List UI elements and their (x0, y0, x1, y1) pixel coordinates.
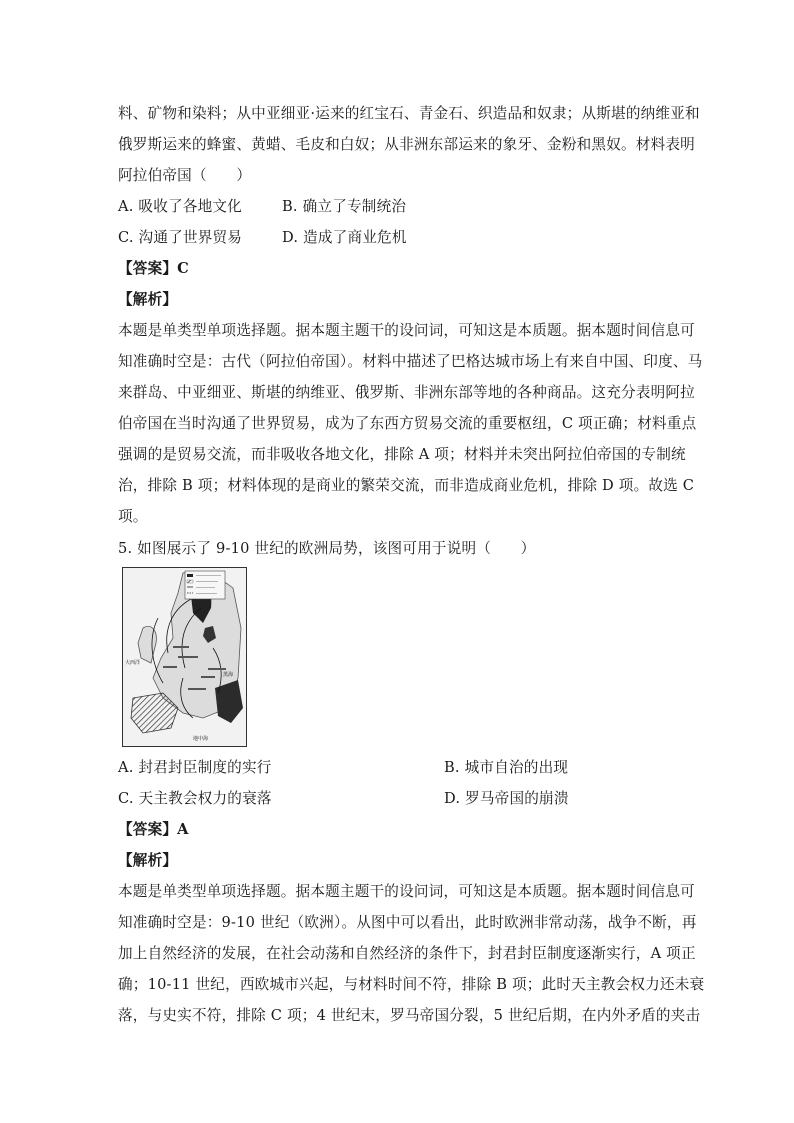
q5-analysis-heading: 【解析】 (118, 852, 178, 869)
map-label-black-sea: 黑海 (223, 672, 234, 678)
q4-analysis-line-4: 伯帝国在当时沟通了世界贸易，成为了东西方贸易交流的重要枢纽，C 项正确；材料重点 (118, 415, 697, 432)
map-label-ocean: 大西洋 (125, 660, 141, 666)
q4-analysis-line-2: 知准确时空是：古代（阿拉伯帝国）。材料中描述了巴格达城市场上有来自中国、印度、马 (118, 353, 703, 370)
q4-stem-line-2: 俄罗斯运来的蜂蜜、黄蜡、毛皮和白奴；从非洲东部运来的象牙、金粉和黑奴。材料表明 (118, 136, 695, 153)
q5-analysis-line-5: 落，与史实不符，排除 C 项；4 世纪末，罗马帝国分裂，5 世纪后期，在内外矛盾的夹击 (118, 1007, 701, 1024)
q4-stem-line-3: 阿拉伯帝国（ ） (118, 167, 252, 184)
q4-analysis-line-7: 项。 (118, 508, 148, 525)
q5-option-b: B. 城市自治的出现 (444, 759, 569, 776)
q4-option-a: A. 吸收了各地文化 (118, 198, 242, 215)
q4-option-d: D. 造成了商业危机 (282, 229, 407, 246)
q4-analysis-heading: 【解析】 (118, 291, 178, 308)
europe-map-figure (122, 567, 247, 747)
q4-analysis-line-5: 强调的是贸易交流，而非吸收各地文化，排除 A 项；材料并未突出阿拉伯帝国的专制统 (118, 446, 686, 463)
q5-analysis-line-1: 本题是单类型单项选择题。据本题主题干的设问词，可知这是本质题。据本题时间信息可 (118, 883, 695, 900)
q4-answer: 【答案】C (118, 260, 189, 277)
q5-stem: 5. 如图展示了 9-10 世纪的欧洲局势，该图可用于说明（ ） (118, 540, 536, 557)
q5-analysis-line-3: 加上自然经济的发展，在社会动荡和自然经济的条件下，封君封臣制度逐渐实行，A 项正 (118, 945, 696, 962)
map-label-sea: 地中海 (193, 736, 209, 742)
q5-answer: 【答案】A (118, 821, 189, 838)
q4-analysis-line-6: 治，排除 B 项；材料体现的是商业的繁荣交流，而非造成商业危机，排除 D 项。故选 C (118, 477, 695, 494)
q4-analysis-line-3: 来群岛、中亚细亚、斯堪的纳维亚、俄罗斯、非洲东部等地的各种商品。这充分表明阿拉 (118, 384, 695, 401)
q4-analysis-line-1: 本题是单类型单项选择题。据本题主题干的设问词，可知这是本质题。据本题时间信息可 (118, 322, 695, 339)
q5-option-c: C. 天主教会权力的衰落 (118, 790, 272, 807)
q5-analysis-line-2: 知准确时空是：9-10 世纪（欧洲）。从图中可以看出，此时欧洲非常动荡，战争不断，再 (118, 914, 697, 931)
q4-option-c: C. 沟通了世界贸易 (118, 229, 243, 246)
q5-analysis-line-4: 确；10-11 世纪，西欧城市兴起，与材料时间不符，排除 B 项；此时天主教会权力还未衰 (118, 976, 705, 993)
q5-option-d: D. 罗马帝国的崩溃 (444, 790, 569, 807)
q5-option-a: A. 封君封臣制度的实行 (118, 759, 272, 776)
q4-option-b: B. 确立了专制统治 (282, 198, 407, 215)
q4-stem-line-1: 料、矿物和染料；从中亚细亚·运来的红宝石、青金石、织造品和奴隶；从斯堪的纳维亚和 (118, 105, 700, 122)
